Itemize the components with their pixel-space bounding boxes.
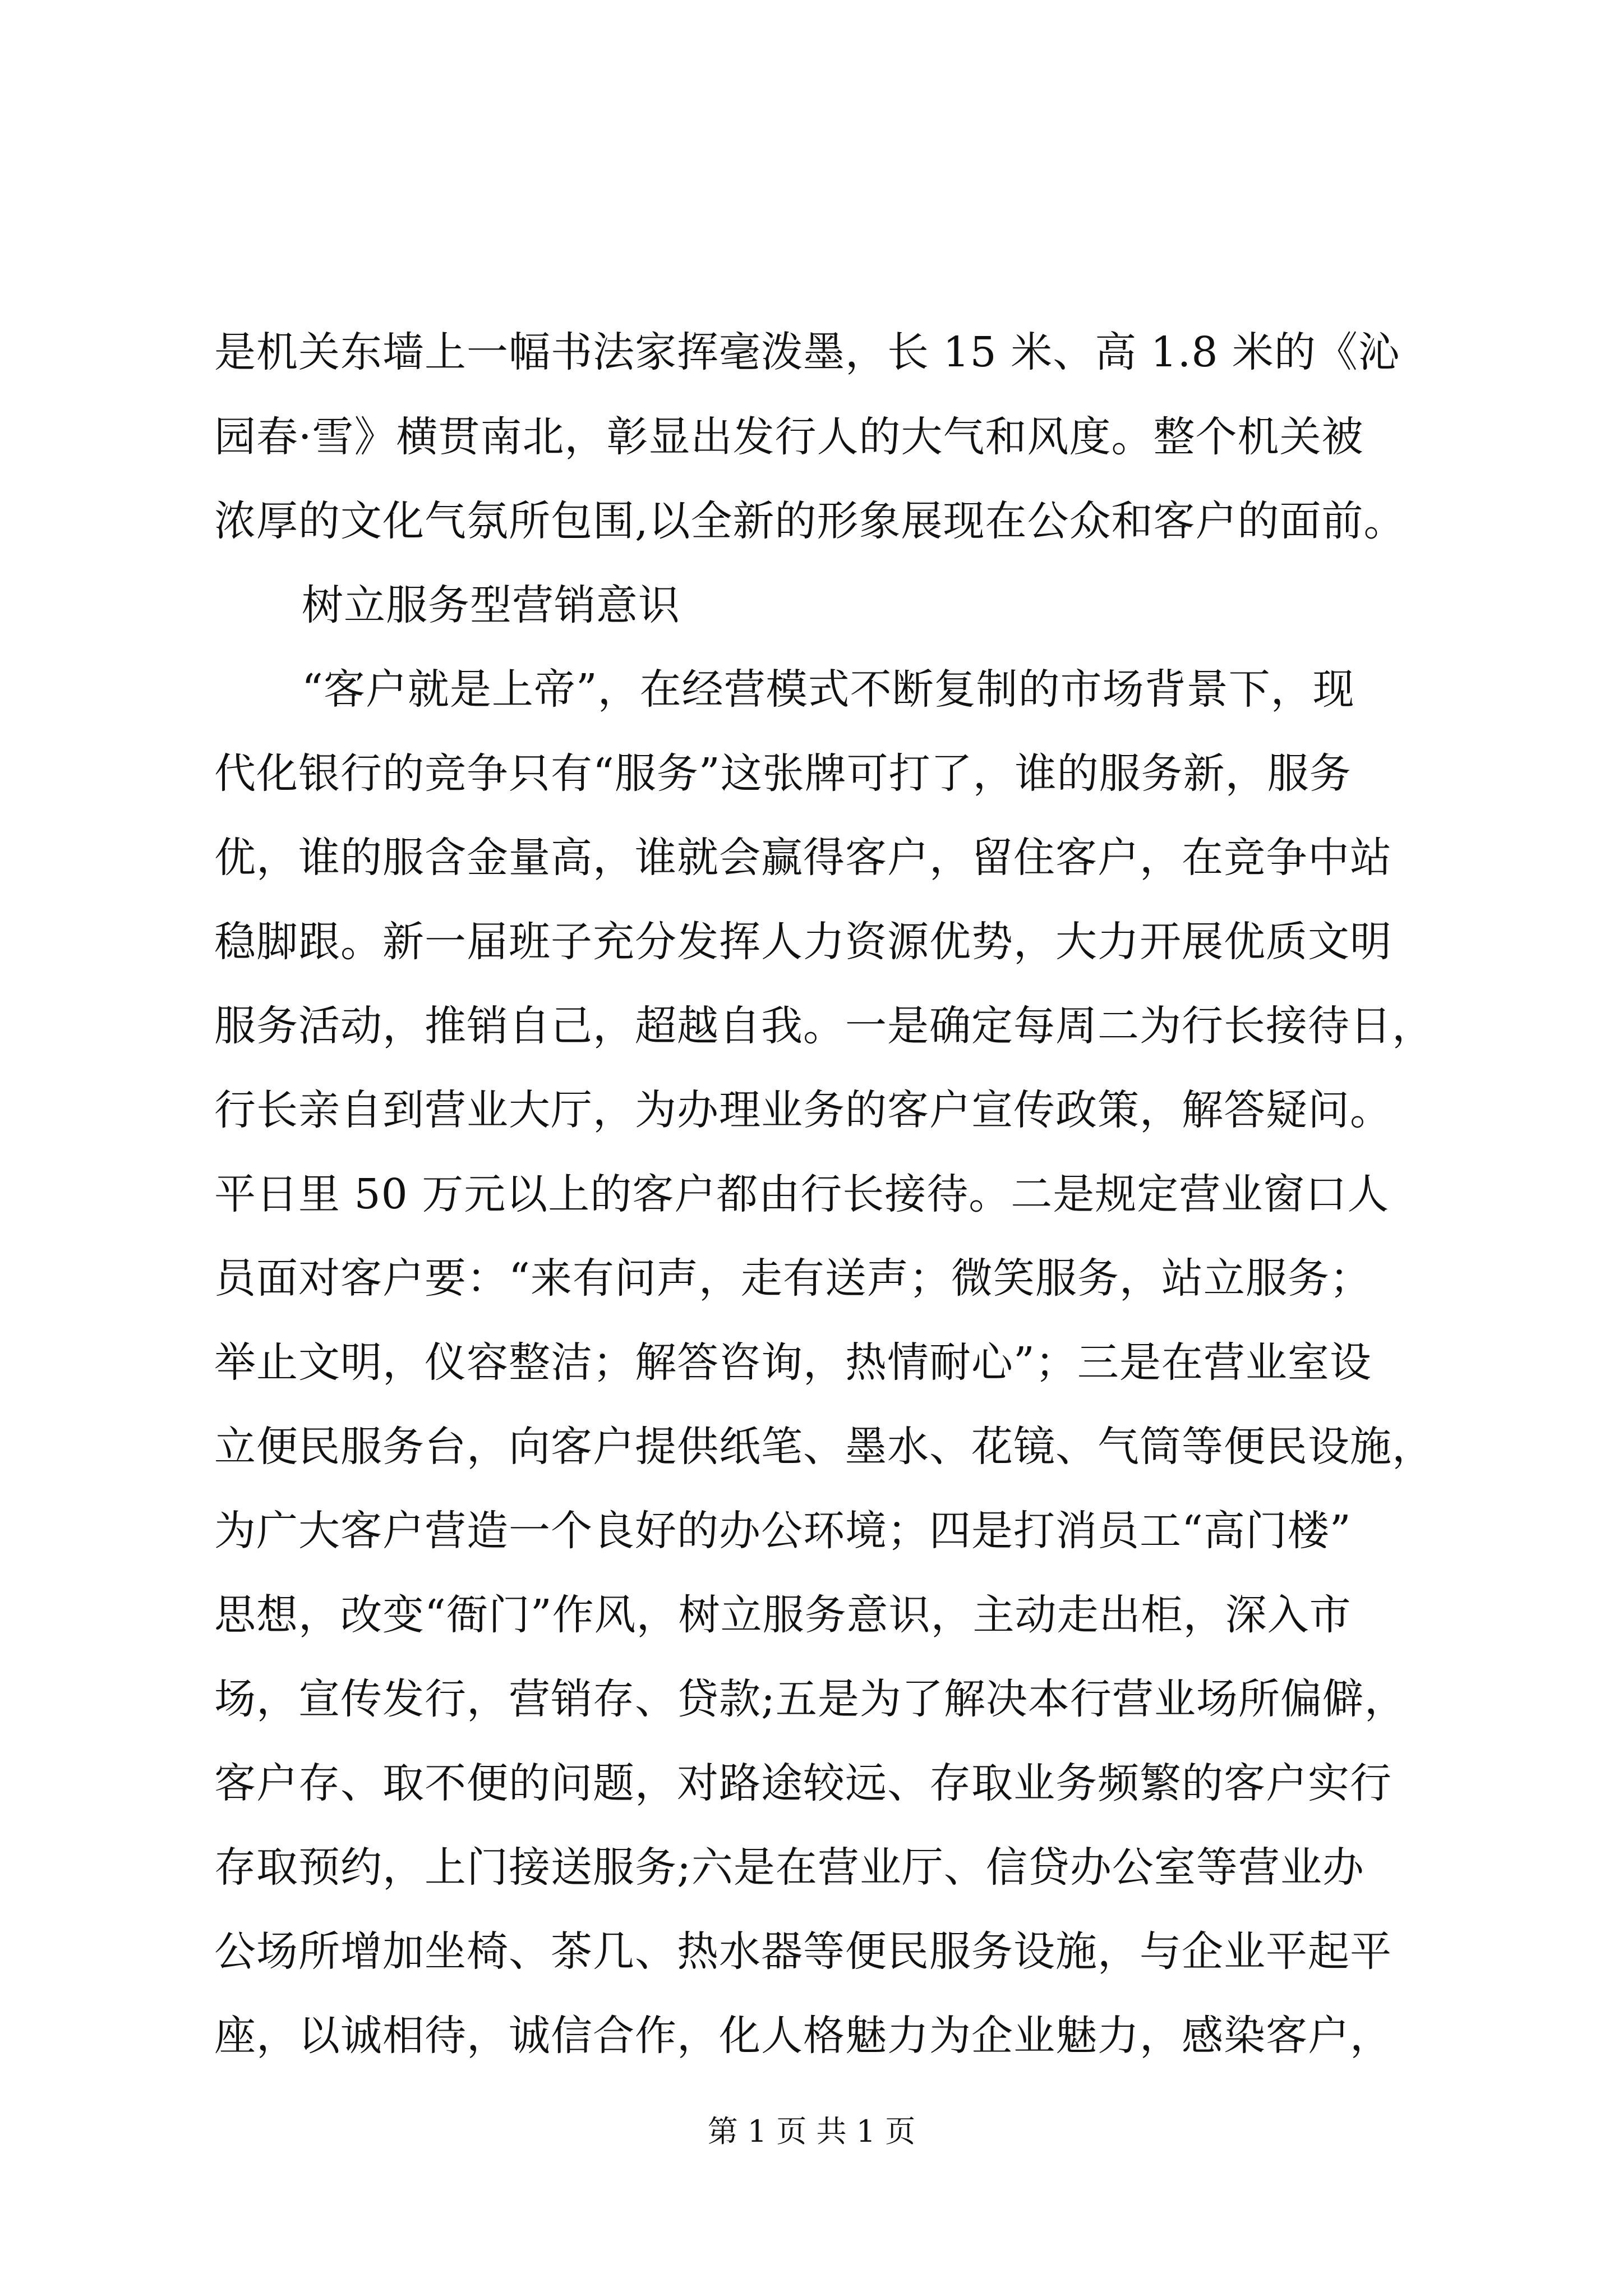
text-line-16: 思想，改变“衙门”作风，树立服务意识，主动走出柜，深入市 <box>214 1591 1352 1639</box>
text-line-18: 客户存、取不便的问题，对路途较远、存取业务频繁的客户实行 <box>214 1759 1392 1807</box>
text-line-11: 平日里 50 万元以上的客户都由行长接待。二是规定营业窗口人 <box>214 1170 1390 1218</box>
text-line-5: “客户就是上帝”，在经营模式不断复制的市场背景下，现 <box>302 665 1355 714</box>
text-line-12: 员面对客户要：“来有问声，走有送声；微笑服务，站立服务； <box>214 1254 1372 1303</box>
text-line-9: 服务活动，推销自己，超越自我。一是确定每周二为行长接待日， <box>214 1002 1434 1050</box>
text-line-15: 为广大客户营造一个良好的办公环境；四是打消员工“高门楼” <box>214 1507 1352 1555</box>
text-line-2: 园春·雪》横贯南北，彰显出发行人的大气和风度。整个机关被 <box>214 413 1364 461</box>
text-line-17: 场，宣传发行，营销存、贷款;五是为了解决本行营业场所偏僻， <box>214 1675 1407 1723</box>
text-line-19: 存取预约，上门接送服务;六是在营业厅、信贷办公室等营业办 <box>214 1843 1364 1892</box>
text-line-8: 稳脚跟。新一届班子充分发挥人力资源优势，大力开展优质文明 <box>214 918 1392 966</box>
section-heading: 树立服务型营销意识 <box>302 581 680 629</box>
text-line-20: 公场所增加坐椅、茶几、热水器等便民服务设施，与企业平起平 <box>214 1927 1392 1976</box>
text-line-6: 代化银行的竞争只有“服务”这张牌可打了，谁的服务新，服务 <box>214 749 1352 798</box>
text-line-13: 举止文明，仪容整洁；解答咨询，热情耐心”；三是在营业室设 <box>214 1338 1372 1387</box>
text-line-14: 立便民服务台，向客户提供纸笔、墨水、花镜、气筒等便民设施， <box>214 1423 1434 1471</box>
text-line-1: 是机关东墙上一幅书法家挥毫泼墨，长 15 米、高 1.8 米的《沁 <box>214 328 1400 376</box>
page-footer: 第 1 页 共 1 页 <box>707 2114 916 2149</box>
text-line-7: 优，谁的服含金量高，谁就会赢得客户，留住客户，在竞争中站 <box>214 834 1392 882</box>
text-line-21: 座，以诚相待，诚信合作，化人格魅力为企业魅力，感染客户， <box>214 2012 1392 2060</box>
text-line-3: 浓厚的文化气氛所包围,以全新的形象展现在公众和客户的面前。 <box>214 497 1406 545</box>
text-line-10: 行长亲自到营业大厅，为办理业务的客户宣传政策，解答疑问。 <box>214 1086 1392 1134</box>
